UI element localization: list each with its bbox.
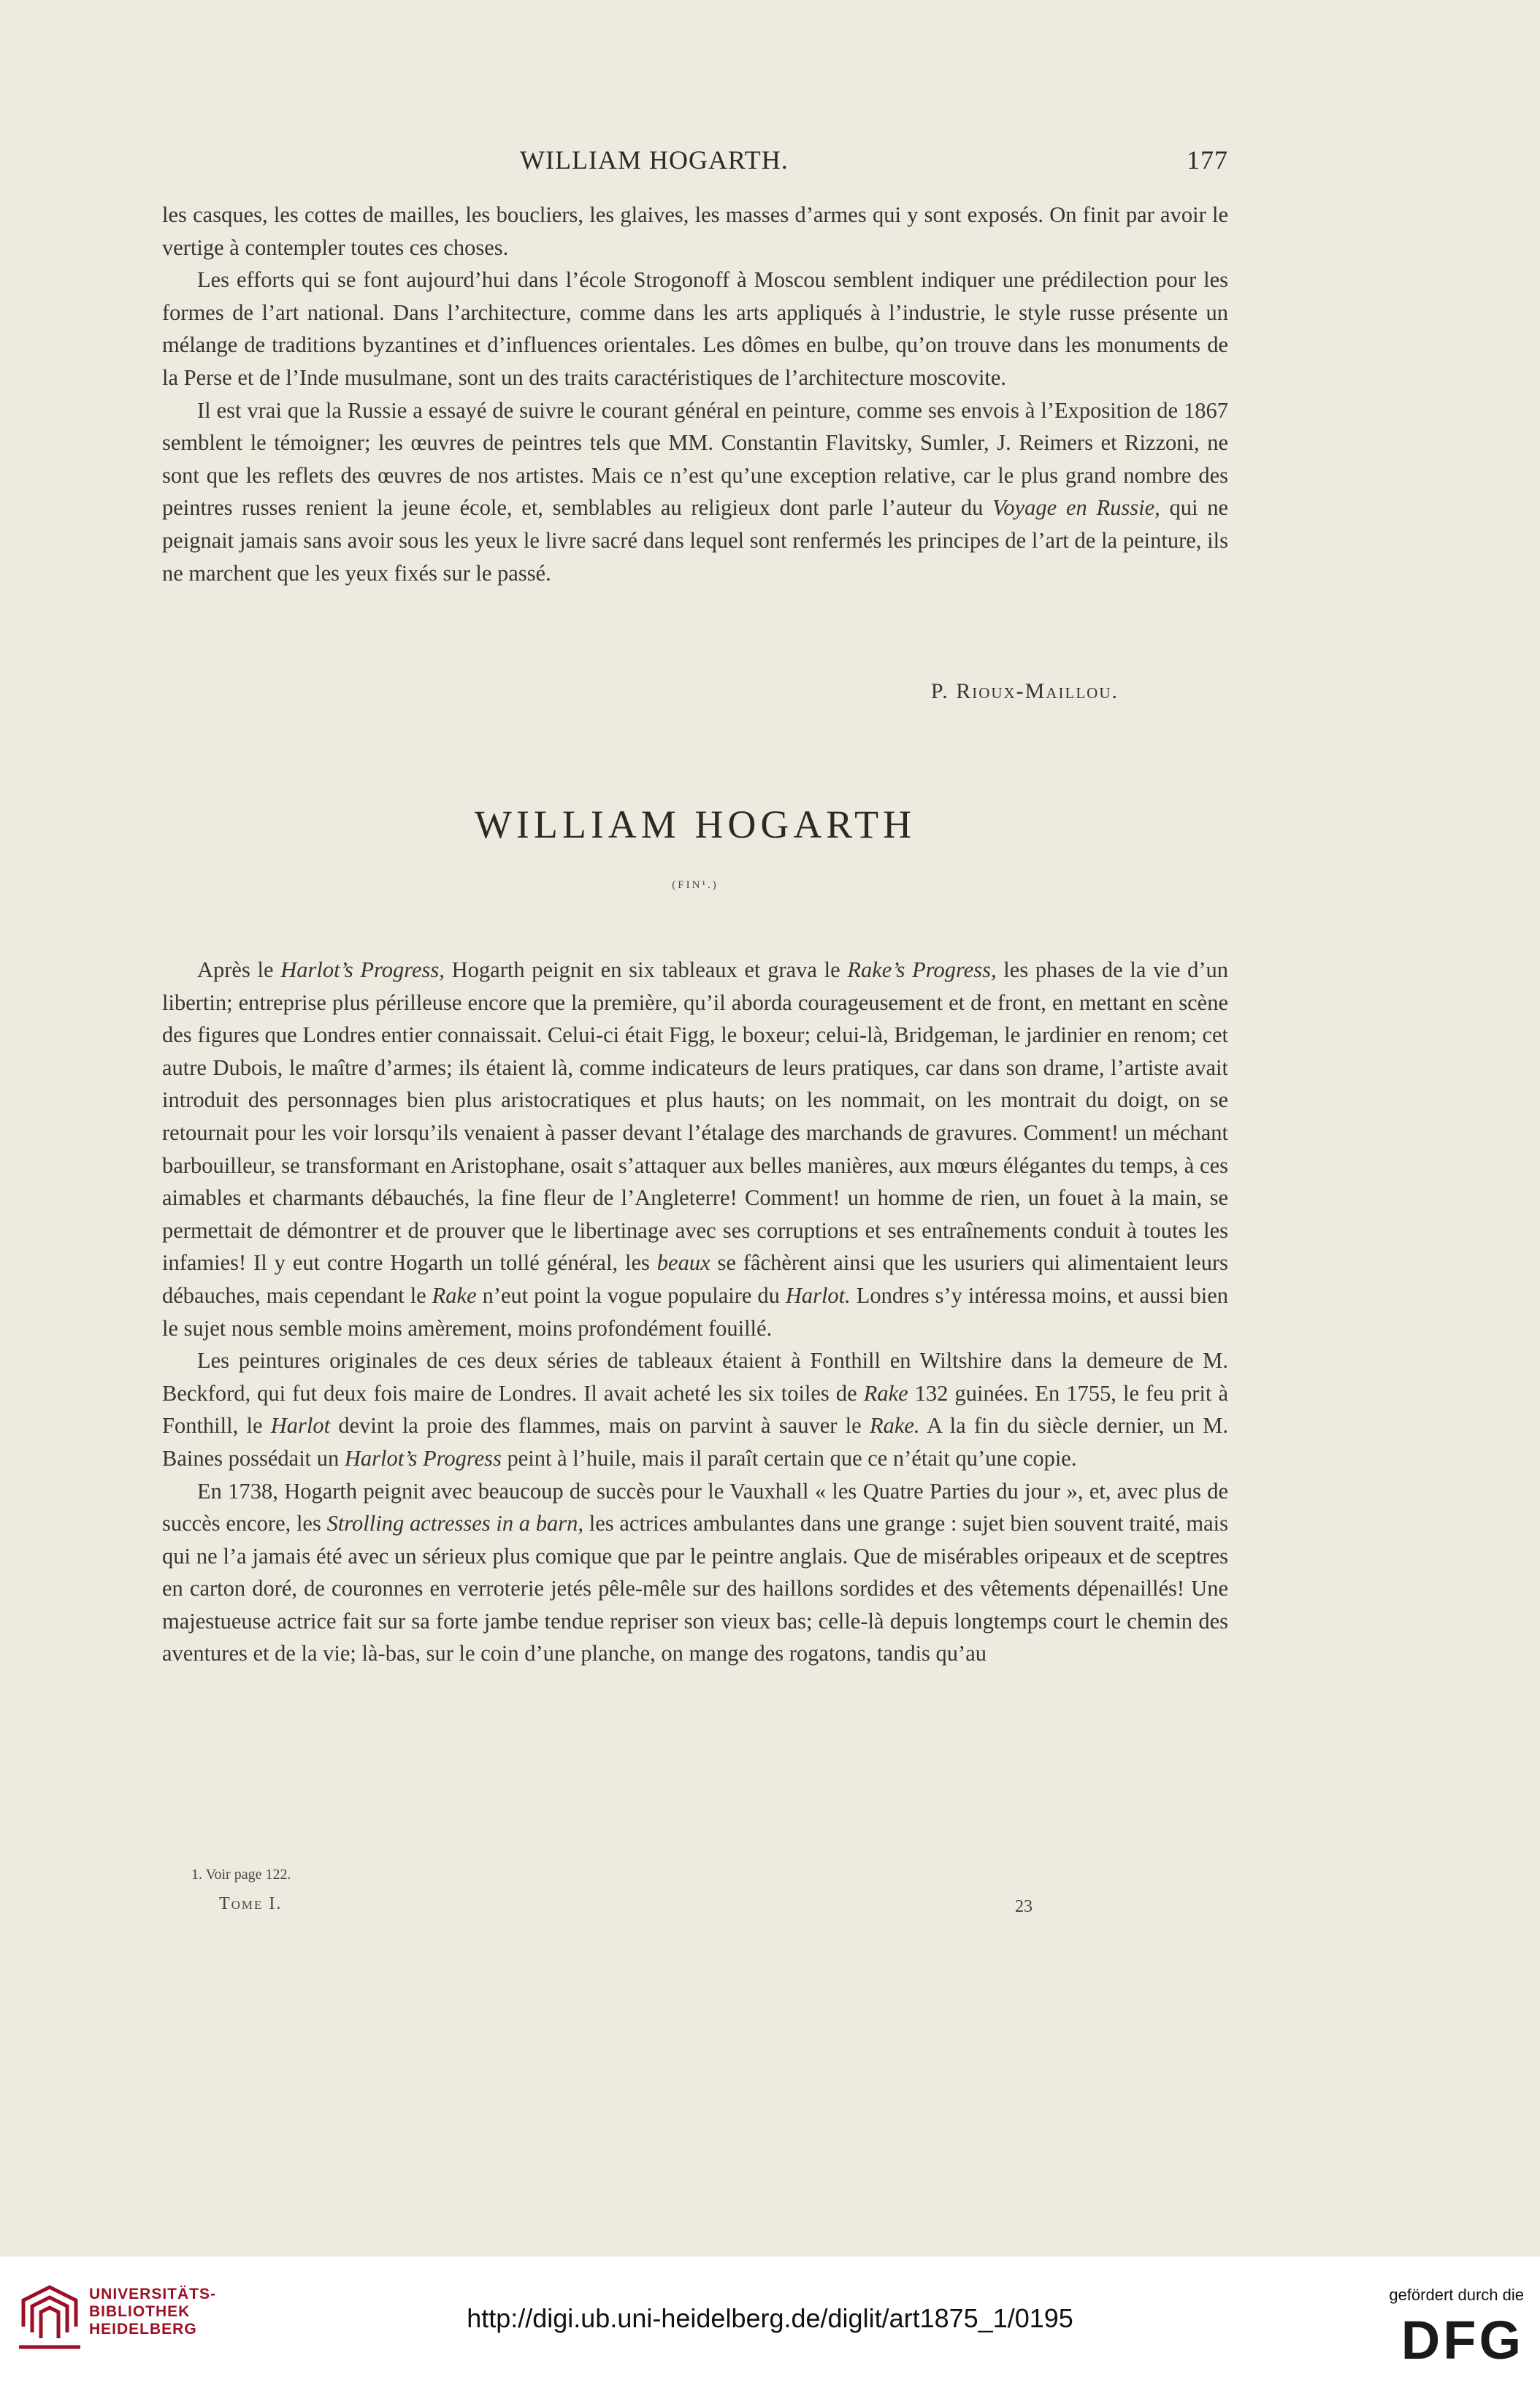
article-body (162, 954, 1228, 1670)
paragraph: Les peintures originales de ces deux séries de tableaux étaient à Fonthill en Wiltshire dans la demeure de M. Beckford, qui fut deux fois maire de Londres. Il avait acheté les six toiles de Rake 132 guinées. En 1755, le feu prit à Fonthill, le Harlot devint la proie des flammes, mais on parvint à sauver le Rake. A la fin du siècle dernier, un M. Baines possédait un Harlot’s Progress peint à l’huile, mais il paraît certain que ce n’était qu’une copie. (162, 1348, 1229, 1471)
article-subtitle: (FIN¹.) (672, 879, 719, 891)
library-name: UNIVERSITÄTS- BIBLIOTHEK HEIDELBERG (89, 2286, 217, 2338)
volume-label: Tome I. (219, 1894, 283, 1913)
paragraph: Il est vrai que la Russie a essayé de suivre le courant général en peinture, comme ses envois à l’Exposition de 1867 semblent le témoigner; les œuvres de peintres tels que MM. Constantin Flavitsky, Sumler, J. Reimers et Rizzoni, ne sont que les reflets des œuvres de nos artistes. Mais ce n’est qu’une exception relative, car le plus grand nombre des peintres russes renient la jeune école, et, semblables au religieux dont parle l’auteur du Voyage en Russie, qui ne peignait jamais sans avoir sous les yeux le livre sacré dans lequel sont renfermés les principes de l’art de la peinture, ils ne marchent que les yeux fixés sur le passé. (162, 397, 1229, 586)
viewer-footer (0, 2256, 1540, 2385)
paragraph: Les efforts qui se font aujourd’hui dans l’école Strogonoff à Moscou semblent indiquer une prédilection pour les formes de l’art national. Dans l’architecture, comme dans les arts appliqués à l’industrie, le style russe présente un mélange de traditions byzantines et d’influences orientales. Les dômes en bulbe, qu’on trouve dans les monuments de la Perse et de l’Inde musulmane, sont un des traits caractéristiques de l’architecture moscovite. (162, 267, 1228, 390)
paragraph: les casques, les cottes de mailles, les boucliers, les glaives, les masses d’armes qui y sont exposés. On finit par avoir le vertige à contempler toutes ces choses. (162, 202, 1228, 260)
signature-mark: 23 (1015, 1897, 1033, 1916)
running-head-title: WILLIAM HOGARTH. (520, 145, 789, 175)
funding-label: gefördert durch die (1389, 2286, 1524, 2304)
permalink-url[interactable]: http://digi.ub.uni-heidelberg.de/diglit/art1875_1/0195 (467, 2303, 1073, 2333)
paragraph: Après le Harlot’s Progress, Hogarth peignit en six tableaux et grava le Rake’s Progress, les phases de la vie d’un libertin; entreprise plus périlleuse encore que la première, qu’il aborda courageusement et de front, en mettant en scène des figures que Londres entier connaissait. Celui-ci était Figg, le boxeur; celui-là, Bridgeman, le jardinier en renom; cet autre Dubois, le maître d’armes; ils étaient là, comme indicateurs de leurs pratiques, car dans son drame, l’artiste avait introduit des personnages bien plus aristocratiques et plus hauts; on les nommait, on les montrait du doigt, on se retournait pour les voir lorsqu’ils venaient à passer devant l’étalage des marchands de gravures. Comment! un méchant barbouilleur, se transformant en Aristophane, osait s’attaquer aux belles manières, aux mœurs élégantes du temps, à ces aimables et charmants débauchés, la fine fleur de l’Angleterre! Comment! un homme de rien, un fouet à la main, se permettait de démontrer et de prouver que le libertinage avec ses corruptions et ses entraînements conduit à toutes les infamies! Il y eut contre Hogarth un tollé général, les beaux se fâchèrent ainsi que les usuriers qui alimentaient leurs débauches, mais cependant le Rake n’eut point la vogue populaire du Harlot. Londres s’y intéressa moins, et aussi bien le sujet nous semble moins amèrement, moins profondément fouillé. (162, 957, 1229, 1341)
italic-title: Voyage en Russie, (992, 495, 1160, 521)
paragraph: En 1738, Hogarth peignit avec beaucoup de succès pour le Vauxhall « les Quatre Parties du jour », et, avec plus de succès encore, les Strolling actresses in a barn, les actrices ambulantes dans une grange : sujet bien souvent traité, mais qui ne l’a jamais été avec un sérieux plus comique que par le peintre anglais. Que de misérables oripeaux et de sceptres en carton doré, de couronnes en verroterie jetés pêle-mêle sur des haillons sordides et des vêtements dépenaillés! Une majestueuse actrice fait sur sa forte jambe tendue repriser son vieux bas; celle-là depuis longtemps court le chemin des aventures et de la vie; là-bas, sur le coin d’une planche, on mange des rogatons, tandis qu’au (162, 1478, 1228, 1666)
previous-article-text (162, 199, 1228, 589)
page-number: 177 (1187, 145, 1228, 175)
dfg-logo: DFG (1401, 2310, 1524, 2370)
author-signature: P. Rioux-Maillou. (930, 679, 1119, 703)
footnote: 1. Voir page 122. (191, 1867, 291, 1883)
article-title: WILLIAM HOGARTH (474, 803, 916, 846)
running-head (162, 145, 1228, 181)
